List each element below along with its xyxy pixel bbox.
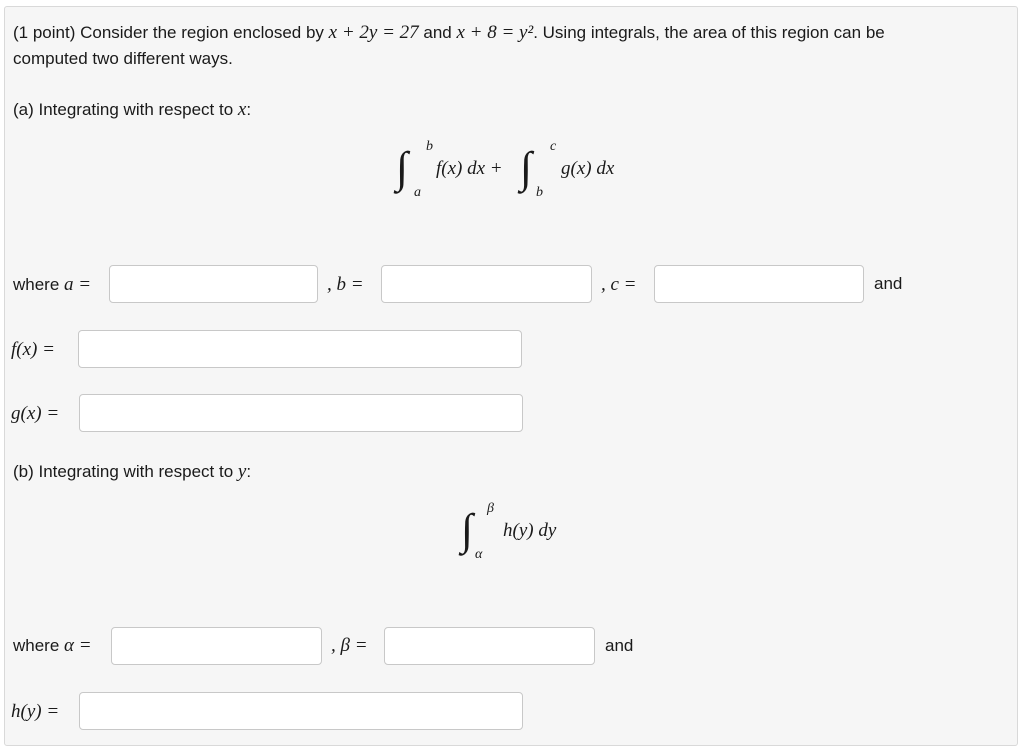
integral-3-upper-limit: β — [487, 501, 494, 516]
part-a-heading-text: (a) Integrating with respect to — [13, 100, 238, 119]
a-label: a = — [64, 274, 92, 295]
integral-1-upper-limit: b — [426, 139, 433, 154]
g-label: g(x) = — [11, 403, 60, 424]
h-label: h(y) = — [11, 701, 60, 722]
alpha-input[interactable] — [111, 627, 322, 665]
equation-2: x + 8 = y² — [456, 22, 534, 43]
where-alpha-label — [13, 635, 92, 657]
problem-statement-line2: computed two different ways. — [13, 49, 233, 68]
problem-and: and — [418, 23, 457, 42]
and-label-a: and — [874, 274, 903, 293]
integral-3-body: h(y) dy — [503, 520, 557, 541]
part-b-integral-expression — [461, 500, 581, 566]
integral-1-body: f(x) dx + — [436, 158, 503, 179]
b-input[interactable] — [381, 265, 592, 303]
alpha-label: α = — [64, 635, 92, 656]
a-input[interactable] — [109, 265, 318, 303]
part-b-variable: y — [237, 461, 247, 482]
f-label: f(x) = — [11, 339, 55, 360]
beta-label: , β = — [331, 635, 368, 656]
integral-sign-3: ∫ — [461, 505, 474, 554]
integral-sign-1: ∫ — [396, 143, 409, 192]
part-a-heading — [13, 99, 251, 121]
integral-2-lower-limit: b — [536, 185, 543, 200]
part-a-integral-expression — [396, 138, 636, 204]
beta-input[interactable] — [384, 627, 595, 665]
part-a-variable: x — [237, 99, 247, 120]
part-b-colon: : — [246, 462, 252, 481]
g-input[interactable] — [79, 394, 523, 432]
c-label: , c = — [601, 274, 637, 295]
h-input[interactable] — [79, 692, 523, 730]
integral-sign-2: ∫ — [520, 143, 533, 192]
part-a-colon: : — [246, 100, 252, 119]
where-a-label — [13, 274, 91, 296]
part-b-heading-text: (b) Integrating with respect to — [13, 462, 238, 481]
and-label-b: and — [605, 636, 634, 655]
integral-2-upper-limit: c — [550, 139, 557, 154]
c-input[interactable] — [654, 265, 864, 303]
problem-statement — [13, 22, 885, 44]
where-word-b: where — [13, 636, 60, 655]
f-input[interactable] — [78, 330, 522, 368]
integral-3-lower-limit: α — [475, 547, 483, 562]
problem-prefix: (1 point) Consider the region enclosed by — [13, 23, 329, 42]
integral-2-body: g(x) dx — [561, 158, 615, 179]
part-b-heading — [13, 461, 251, 483]
equation-1: x + 2y = 27 — [328, 22, 419, 43]
b-label: , b = — [327, 274, 364, 295]
problem-suffix: . Using integrals, the area of this region can be — [533, 23, 885, 42]
integral-1-lower-limit: a — [414, 185, 421, 200]
where-word: where — [13, 275, 60, 294]
